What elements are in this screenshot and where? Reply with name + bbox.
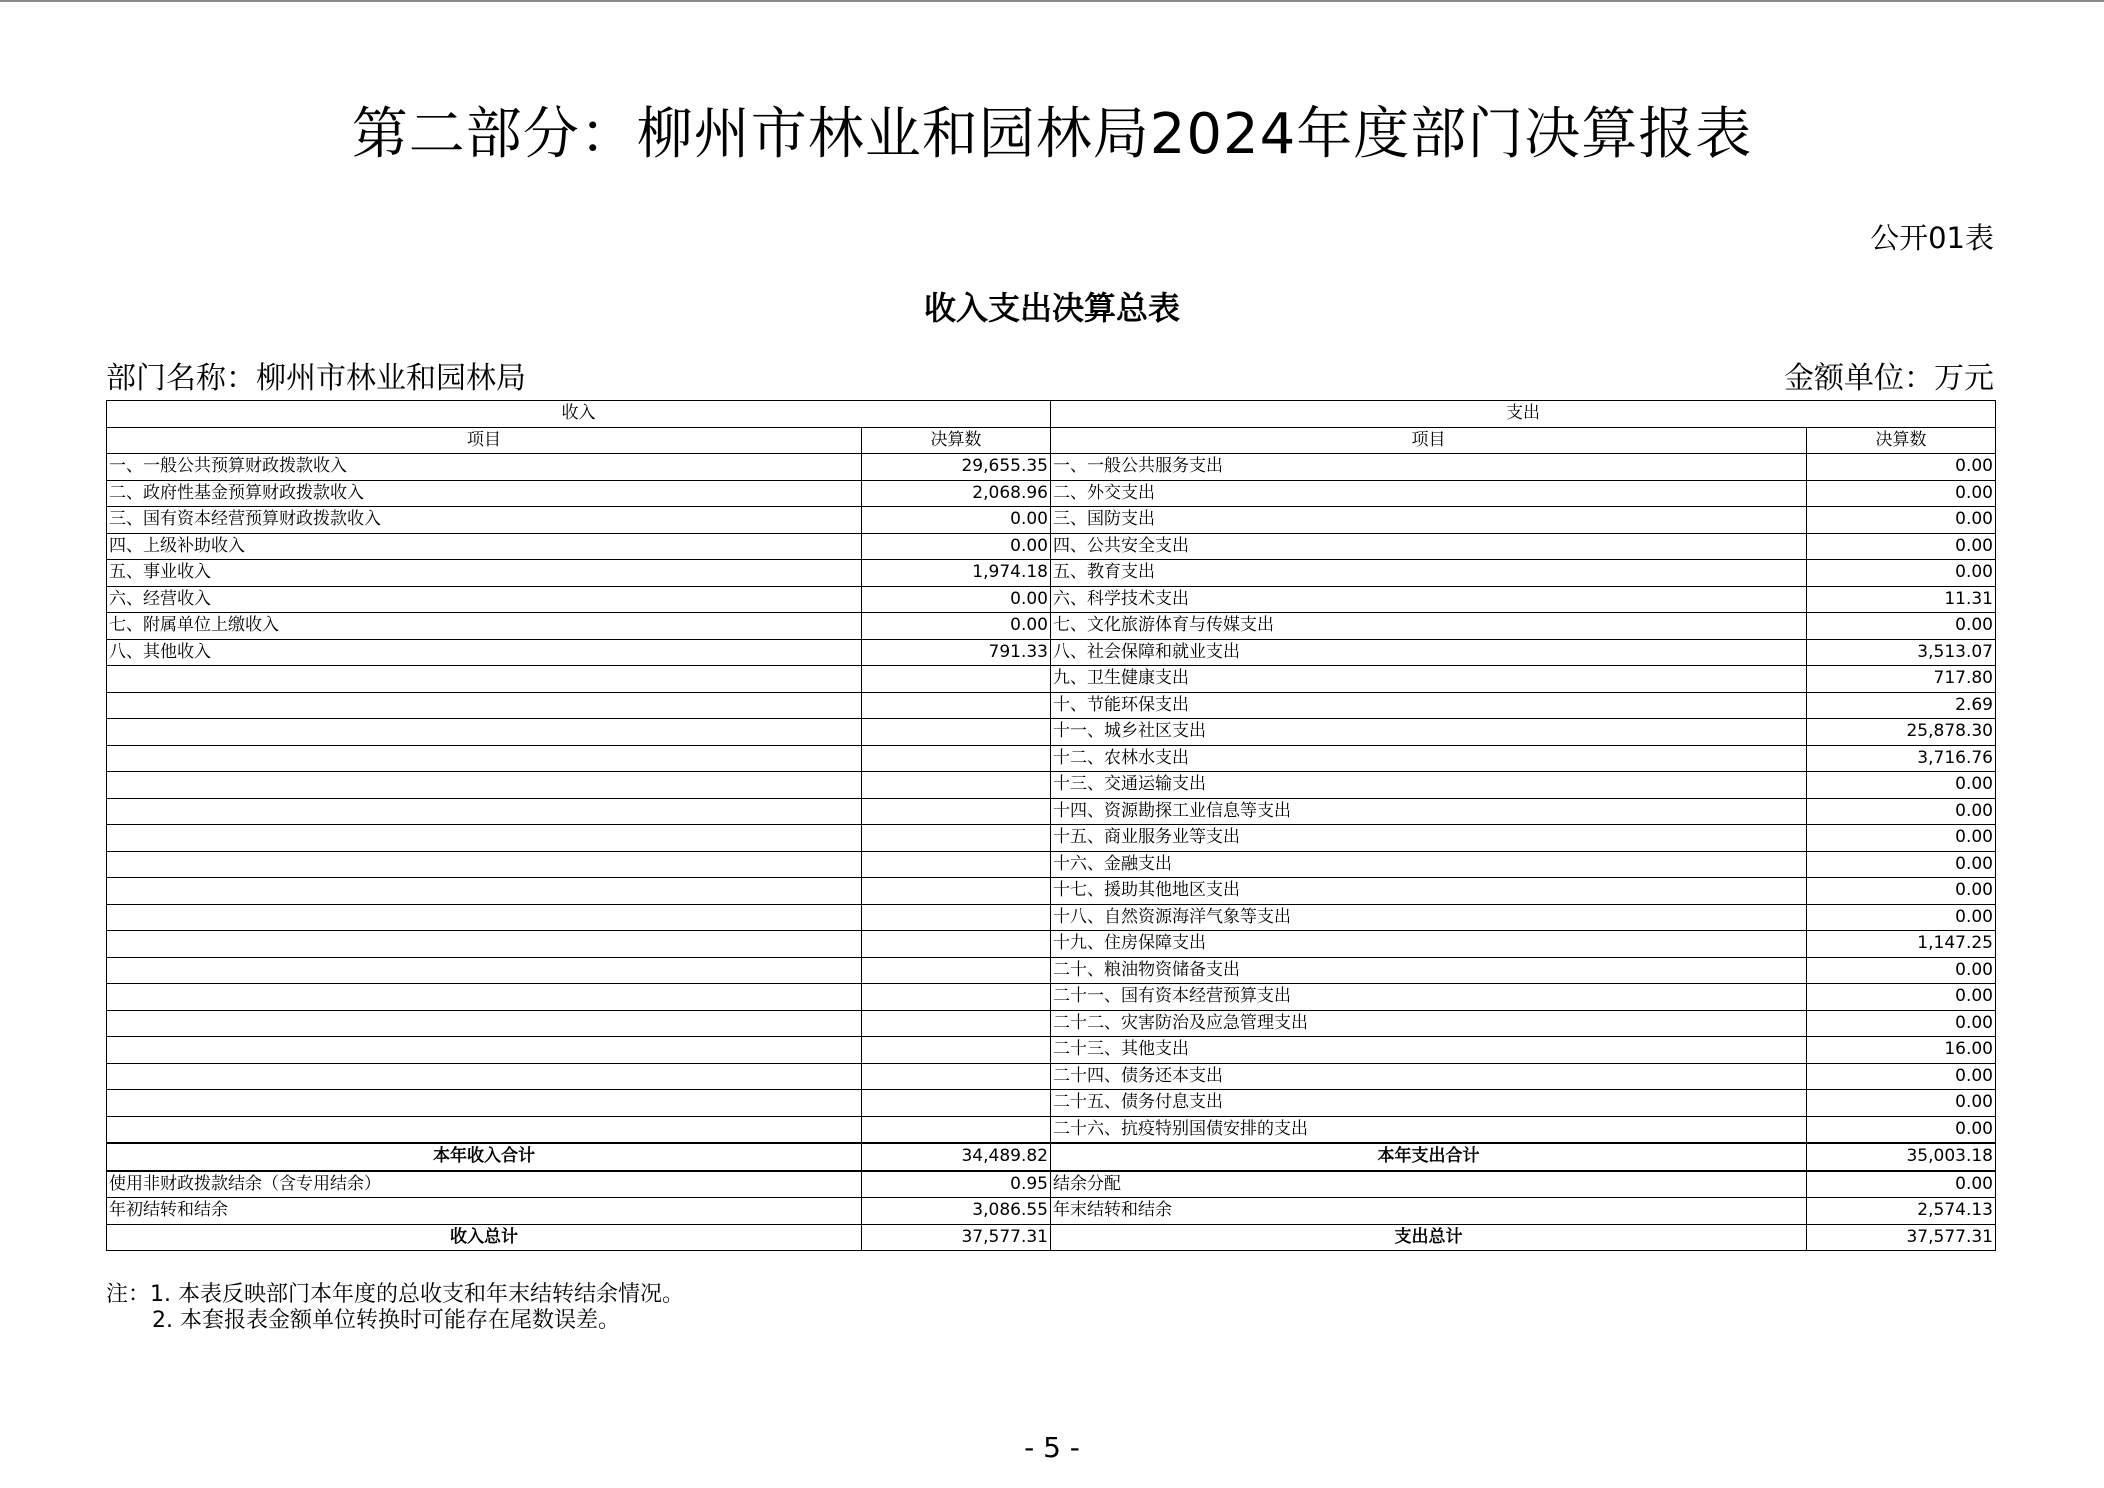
expense-row-item: 五、教育支出 xyxy=(1051,560,1807,587)
income-row-amount: 1,974.18 xyxy=(862,560,1051,587)
table-row xyxy=(107,666,1996,693)
income-row-amount: 0.95 xyxy=(862,1171,1051,1198)
expense-row-amount: 0.00 xyxy=(1807,904,1996,931)
expense-row-amount: 11.31 xyxy=(1807,586,1996,613)
table-row xyxy=(107,639,1996,666)
income-row-item: 一、一般公共预算财政拨款收入 xyxy=(107,454,862,481)
expense-row-item: 十八、自然资源海洋气象等支出 xyxy=(1051,904,1807,931)
income-row-item xyxy=(107,825,862,852)
income-row-item xyxy=(107,1116,862,1143)
table-row xyxy=(107,1010,1996,1037)
expense-row-amount: 0.00 xyxy=(1807,1116,1996,1143)
income-row-item xyxy=(107,692,862,719)
income-row-item: 五、事业收入 xyxy=(107,560,862,587)
income-row-amount xyxy=(862,719,1051,746)
expense-row-item: 二十五、债务付息支出 xyxy=(1051,1090,1807,1117)
expense-row-item: 七、文化旅游体育与传媒支出 xyxy=(1051,613,1807,640)
income-amount-column-header: 决算数 xyxy=(862,427,1051,454)
expense-row-item: 二、外交支出 xyxy=(1051,480,1807,507)
income-row-item xyxy=(107,1010,862,1037)
expense-row-amount: 0.00 xyxy=(1807,480,1996,507)
income-row-item: 四、上级补助收入 xyxy=(107,533,862,560)
income-row-amount xyxy=(862,1037,1051,1064)
expense-row-amount: 3,513.07 xyxy=(1807,639,1996,666)
income-row-amount: 3,086.55 xyxy=(862,1198,1051,1225)
year-expense-total: 35,003.18 xyxy=(1807,1143,1996,1171)
income-group-header: 收入 xyxy=(107,401,1051,428)
note-line: 2. 本套报表金额单位转换时可能存在尾数误差。 xyxy=(152,1308,620,1333)
table-row xyxy=(107,719,1996,746)
department-name: 部门名称：柳州市林业和园林局 xyxy=(106,361,526,396)
income-row-amount: 791.33 xyxy=(862,639,1051,666)
year-income-total: 34,489.82 xyxy=(862,1143,1051,1171)
table-row xyxy=(107,613,1996,640)
income-row-amount xyxy=(862,904,1051,931)
income-row-item xyxy=(107,878,862,905)
table-row xyxy=(107,507,1996,534)
income-row-amount xyxy=(862,957,1051,984)
table-row xyxy=(107,851,1996,878)
amount-unit: 金额单位：万元 xyxy=(1784,361,1994,396)
expense-row-amount: 717.80 xyxy=(1807,666,1996,693)
expense-row-amount: 0.00 xyxy=(1807,1090,1996,1117)
income-grand-total-label: 收入总计 xyxy=(107,1224,862,1251)
expense-grand-total: 37,577.31 xyxy=(1807,1224,1996,1251)
table-row xyxy=(107,1037,1996,1064)
income-row-item: 七、附属单位上缴收入 xyxy=(107,613,862,640)
expense-row-amount: 0.00 xyxy=(1807,613,1996,640)
expense-row-item: 二十六、抗疫特别国债安排的支出 xyxy=(1051,1116,1807,1143)
income-row-item xyxy=(107,1090,862,1117)
table-notes xyxy=(106,1282,684,1334)
expense-row-item: 年末结转和结余 xyxy=(1051,1198,1807,1225)
income-row-amount xyxy=(862,931,1051,958)
expense-row-item: 十、节能环保支出 xyxy=(1051,692,1807,719)
expense-row-amount: 0.00 xyxy=(1807,957,1996,984)
income-row-item xyxy=(107,745,862,772)
expense-row-item: 三、国防支出 xyxy=(1051,507,1807,534)
expense-row-item: 十五、商业服务业等支出 xyxy=(1051,825,1807,852)
income-row-item xyxy=(107,666,862,693)
table-row xyxy=(107,957,1996,984)
expense-row-item: 十三、交通运输支出 xyxy=(1051,772,1807,799)
expense-row-item: 二十、粮油物资储备支出 xyxy=(1051,957,1807,984)
income-row-amount xyxy=(862,825,1051,852)
expense-row-amount: 2,574.13 xyxy=(1807,1198,1996,1225)
expense-row-item: 十九、住房保障支出 xyxy=(1051,931,1807,958)
income-row-amount xyxy=(862,984,1051,1011)
income-row-amount: 2,068.96 xyxy=(862,480,1051,507)
page-number: - 5 - xyxy=(1024,1431,1080,1464)
income-row-amount: 29,655.35 xyxy=(862,454,1051,481)
income-row-item: 二、政府性基金预算财政拨款收入 xyxy=(107,480,862,507)
expense-row-item: 十七、援助其他地区支出 xyxy=(1051,878,1807,905)
income-row-item: 年初结转和结余 xyxy=(107,1198,862,1225)
table-row xyxy=(107,1090,1996,1117)
expense-row-item: 十六、金融支出 xyxy=(1051,851,1807,878)
expense-row-amount: 0.00 xyxy=(1807,825,1996,852)
expense-row-item: 一、一般公共服务支出 xyxy=(1051,454,1807,481)
table-row xyxy=(107,1116,1996,1143)
income-row-item xyxy=(107,851,862,878)
income-grand-total: 37,577.31 xyxy=(862,1224,1051,1251)
table-row xyxy=(107,533,1996,560)
expense-row-item: 十二、农林水支出 xyxy=(1051,745,1807,772)
note-line: 注：1. 本表反映部门本年度的总收支和年末结转结余情况。 xyxy=(106,1282,684,1307)
table-row xyxy=(107,454,1996,481)
income-row-item xyxy=(107,719,862,746)
table-row xyxy=(107,825,1996,852)
expense-row-amount: 25,878.30 xyxy=(1807,719,1996,746)
table-row xyxy=(107,772,1996,799)
income-row-item xyxy=(107,798,862,825)
income-row-item xyxy=(107,957,862,984)
income-row-item xyxy=(107,984,862,1011)
expense-row-amount: 0.00 xyxy=(1807,984,1996,1011)
expense-row-item: 结余分配 xyxy=(1051,1171,1807,1198)
expense-row-item: 十一、城乡社区支出 xyxy=(1051,719,1807,746)
year-expense-total-label: 本年支出合计 xyxy=(1051,1143,1807,1171)
expense-row-item: 二十四、债务还本支出 xyxy=(1051,1063,1807,1090)
expense-row-amount: 3,716.76 xyxy=(1807,745,1996,772)
expense-amount-column-header: 决算数 xyxy=(1807,427,1996,454)
income-row-amount xyxy=(862,1116,1051,1143)
income-expense-table xyxy=(106,400,1996,1251)
table-row xyxy=(107,560,1996,587)
table-row xyxy=(107,931,1996,958)
income-row-item xyxy=(107,1063,862,1090)
expense-row-amount: 0.00 xyxy=(1807,533,1996,560)
table-row xyxy=(107,692,1996,719)
expense-row-item: 九、卫生健康支出 xyxy=(1051,666,1807,693)
income-row-amount: 0.00 xyxy=(862,507,1051,534)
expense-row-amount: 0.00 xyxy=(1807,798,1996,825)
table-row xyxy=(107,878,1996,905)
table-number: 公开01表 xyxy=(1870,221,1994,255)
expense-row-amount: 2.69 xyxy=(1807,692,1996,719)
expense-row-item: 二十二、灾害防治及应急管理支出 xyxy=(1051,1010,1807,1037)
table-row xyxy=(107,904,1996,931)
expense-item-column-header: 项目 xyxy=(1051,427,1807,454)
income-row-item xyxy=(107,1037,862,1064)
income-row-amount xyxy=(862,851,1051,878)
income-row-amount: 0.00 xyxy=(862,613,1051,640)
expense-row-amount: 0.00 xyxy=(1807,1063,1996,1090)
expense-grand-total-label: 支出总计 xyxy=(1051,1224,1807,1251)
expense-row-amount: 0.00 xyxy=(1807,851,1996,878)
page-title: 第二部分：柳州市林业和园林局2024年度部门决算报表 xyxy=(351,102,1753,167)
income-row-item: 三、国有资本经营预算财政拨款收入 xyxy=(107,507,862,534)
income-row-amount xyxy=(862,666,1051,693)
expense-row-item: 十四、资源勘探工业信息等支出 xyxy=(1051,798,1807,825)
table-row xyxy=(107,480,1996,507)
expense-row-amount: 0.00 xyxy=(1807,1010,1996,1037)
table-row xyxy=(107,798,1996,825)
top-rule xyxy=(0,0,2104,2)
income-row-amount xyxy=(862,1063,1051,1090)
expense-row-amount: 0.00 xyxy=(1807,1171,1996,1198)
income-item-column-header: 项目 xyxy=(107,427,862,454)
expense-row-item: 二十一、国有资本经营预算支出 xyxy=(1051,984,1807,1011)
table-row xyxy=(107,984,1996,1011)
income-row-amount: 0.00 xyxy=(862,533,1051,560)
table-row xyxy=(107,586,1996,613)
income-row-item xyxy=(107,904,862,931)
table-row xyxy=(107,1063,1996,1090)
income-row-item: 八、其他收入 xyxy=(107,639,862,666)
income-row-item: 六、经营收入 xyxy=(107,586,862,613)
expense-row-item: 八、社会保障和就业支出 xyxy=(1051,639,1807,666)
income-row-amount xyxy=(862,1010,1051,1037)
table-title: 收入支出决算总表 xyxy=(923,289,1180,327)
expense-row-amount: 0.00 xyxy=(1807,560,1996,587)
income-row-amount xyxy=(862,798,1051,825)
expense-row-amount: 1,147.25 xyxy=(1807,931,1996,958)
income-row-amount xyxy=(862,878,1051,905)
expense-row-amount: 0.00 xyxy=(1807,454,1996,481)
income-row-amount xyxy=(862,745,1051,772)
expense-row-amount: 16.00 xyxy=(1807,1037,1996,1064)
expense-row-amount: 0.00 xyxy=(1807,772,1996,799)
income-row-amount xyxy=(862,1090,1051,1117)
income-row-item: 使用非财政拨款结余（含专用结余） xyxy=(107,1171,862,1198)
table-row xyxy=(107,745,1996,772)
income-row-amount xyxy=(862,692,1051,719)
income-row-item xyxy=(107,931,862,958)
income-row-amount: 0.00 xyxy=(862,586,1051,613)
expense-row-item: 二十三、其他支出 xyxy=(1051,1037,1807,1064)
expense-row-item: 四、公共安全支出 xyxy=(1051,533,1807,560)
income-row-item xyxy=(107,772,862,799)
expense-group-header: 支出 xyxy=(1051,401,1996,428)
expense-row-amount: 0.00 xyxy=(1807,878,1996,905)
year-income-total-label: 本年收入合计 xyxy=(107,1143,862,1171)
income-row-amount xyxy=(862,772,1051,799)
expense-row-amount: 0.00 xyxy=(1807,507,1996,534)
expense-row-item: 六、科学技术支出 xyxy=(1051,586,1807,613)
